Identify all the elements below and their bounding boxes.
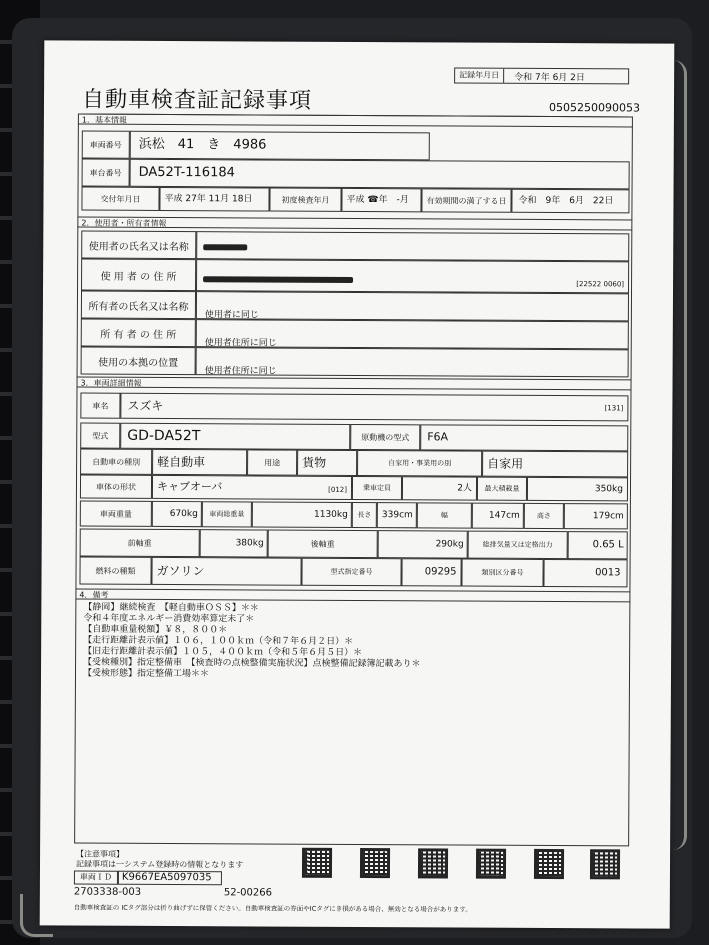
section-owner-heading: 2．使用者・所有者情報: [77, 217, 632, 231]
clipboard-clamp: [20, 894, 53, 937]
qr-code-icon: [534, 849, 564, 879]
fuel-value: ガソリン: [151, 557, 301, 586]
plate-label: 車両番号: [82, 131, 130, 159]
remark-line: 令和４年度エネルギー消費効率算定未了＊: [83, 613, 255, 625]
body-code: [012]: [328, 485, 347, 494]
maker-label: 車名: [80, 393, 120, 419]
class-number-value: 0013: [543, 559, 627, 587]
class-number-label: 類別区分番号: [461, 559, 543, 587]
user-address-value: [196, 259, 629, 293]
length-label: 長さ: [352, 502, 377, 528]
first-reg-value: 平成 ☎年 -月: [341, 188, 421, 212]
owner-name-label: 所有者の氏名又は名称: [81, 291, 196, 320]
owner-address-label: 所 有 者 の 住 所: [81, 319, 196, 348]
base-location-value: 使用者住所に同じ: [196, 347, 629, 377]
model-label: 型式: [80, 423, 120, 449]
private-value: 自家用: [482, 451, 628, 478]
clipboard-clamp: [666, 60, 687, 850]
type-number-value: 09295: [401, 558, 461, 586]
qr-code-icon: [302, 848, 332, 878]
body-name: キャブオーバ: [156, 479, 223, 494]
maxload-value: 350kg: [527, 477, 628, 502]
remark-line: 【自動車重量税額】￥８，８００＊: [83, 624, 228, 636]
base-location-label: 使用の本拠の位置: [81, 347, 196, 376]
private-label: 自家用・事業用の別: [357, 450, 482, 477]
remark-line: 【旧走行距離計表示値】１０５，４００ｋｍ（令和５年６月５日）＊: [83, 646, 363, 659]
qr-code-icon: [590, 849, 620, 879]
first-reg-label: 初度検査年月: [269, 188, 341, 212]
width-value: 147cm: [472, 503, 524, 529]
displacement-value: 0.65 L: [568, 531, 628, 559]
gross-value: 1130kg: [252, 501, 352, 528]
height-label: 高さ: [524, 503, 564, 529]
capacity-label: 乗車定員: [352, 476, 402, 500]
use-value: 貨物: [297, 450, 357, 476]
vehicle-id-label: 車両ＩＤ: [74, 871, 118, 885]
record-date-value: 令和 7年 6月 2日: [514, 72, 585, 83]
document-number: 0505250090053: [548, 101, 640, 115]
section-basic-heading: 1．基本情報: [78, 114, 633, 128]
inspection-certificate-sheet: [40, 40, 675, 928]
user-name-label: 使用者の氏名又は名称: [81, 231, 196, 260]
type-number-label: 型式指定番号: [301, 558, 401, 587]
expiry-value: 令和 9年 6月 22日: [511, 189, 629, 214]
rear-axle-value: 290kg: [378, 530, 468, 558]
right-code: 52-00266: [223, 887, 273, 899]
body-label: 車体の形状: [80, 475, 152, 499]
issue-value: 平成 27年 11月 18日: [159, 187, 269, 212]
qr-code-icon: [418, 848, 448, 878]
rear-axle-label: 後軸重: [268, 530, 378, 559]
vehicle-id-value: K9667EA5097035: [118, 871, 222, 886]
expiry-label: 有効期間の満了する日: [421, 188, 511, 212]
remark-line: 【受検種別】指定整備車 【検査時の点検整備実施状況】点検整備記録簿記載あり＊: [83, 657, 421, 670]
use-label: 用途: [247, 449, 297, 475]
notice-text: 記録事項は一システム登録時の情報となります: [75, 859, 244, 870]
engine-label: 原動機の型式: [350, 424, 420, 450]
chassis-value: DA52T-116184: [130, 159, 630, 190]
front-axle-label: 前軸重: [80, 529, 200, 558]
owner-address-value: 使用者住所に同じ: [196, 319, 629, 349]
remark-line: 【受検形態】指定整備工場＊＊: [82, 668, 210, 680]
length-value: 339cm: [377, 502, 417, 528]
weight-value: 670kg: [152, 501, 202, 527]
user-address-code: [22522 0060]: [576, 280, 625, 289]
issue-label: 交付年月日: [81, 187, 159, 211]
weight-label: 車両重量: [80, 501, 152, 527]
owner-name-value: 使用者に同じ: [196, 291, 629, 321]
qr-code-icon: [476, 849, 506, 879]
chassis-label: 車台番号: [82, 159, 130, 187]
section-remarks-heading: 4．備考: [75, 589, 630, 603]
fuel-label: 燃料の種類: [79, 557, 151, 585]
maxload-label: 最大積載量: [477, 477, 527, 501]
remarks-block: [83, 603, 421, 682]
notice-label: 【注意事項】: [76, 849, 125, 859]
remark-line: 【静岡】継続検査 【軽自動車ＯＳＳ】＊＊: [83, 602, 259, 614]
maker-value: [120, 393, 628, 422]
displacement-label: 総排気量又は定格出力: [468, 531, 568, 560]
maker-code: [131]: [604, 404, 624, 413]
user-address-label: 使 用 者 の 住 所: [81, 259, 196, 292]
redaction-mark: [203, 276, 353, 283]
capacity-value: 2人: [402, 476, 477, 500]
kind-label: 自動車の種別: [80, 449, 152, 475]
remark-line: 【走行距離計表示値】１０６，１００ｋｍ（令和７年６月２日）＊: [83, 635, 354, 647]
section-vehicle-heading: 3．車両詳細情報: [77, 377, 632, 391]
plate-value: 浜松 41 き 4986: [130, 131, 430, 161]
kind-value: 軽自動車: [152, 449, 247, 475]
width-label: 幅: [417, 502, 472, 528]
bottom-notice: 自動車検査証の ICタグ部分は折り曲げずに保管ください。自動車検査証の券面やICタグにき損がある場合、無効となる場合があります。: [73, 903, 472, 914]
gross-label: 車両総重量: [202, 501, 252, 527]
model-value: GD-DA52T: [120, 423, 350, 450]
engine-value: F6A: [420, 424, 628, 451]
height-value: 179cm: [564, 503, 628, 529]
body-value: [152, 475, 352, 500]
page-title: 自動車検査証記録事項: [81, 87, 313, 114]
front-axle-value: 380kg: [200, 529, 268, 557]
user-name-value: [196, 231, 629, 261]
record-date-label: 記録年月日: [455, 69, 504, 83]
maker-name: スズキ: [127, 398, 164, 413]
left-code: 2703338-003: [73, 886, 142, 898]
redaction-mark: [203, 244, 247, 250]
qr-code-icon: [360, 848, 390, 878]
record-date-box: [454, 68, 629, 85]
